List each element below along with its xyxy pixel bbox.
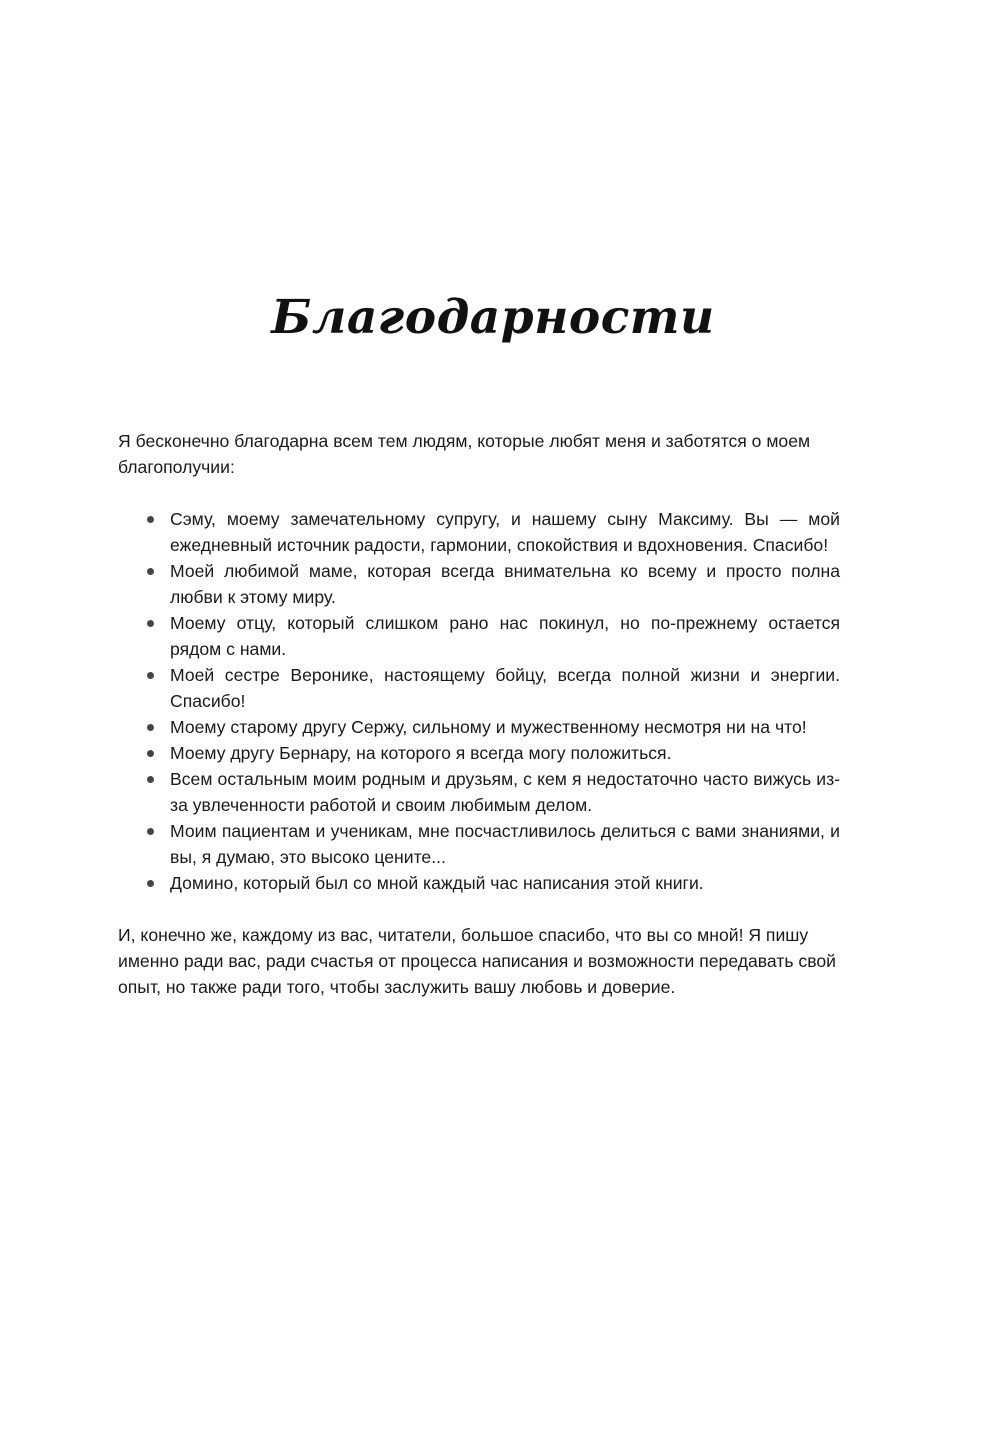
bullet-icon [147,828,154,835]
body-text [118,428,840,1000]
bullet-icon [147,568,154,575]
list-item-text: Моей сестре Веронике, настоящему бойцу, всегда полной жизни и энергии. Спасибо! [170,665,840,711]
list-item-text: Моей любимой маме, которая всегда внимательна ко всему и просто полна любви к этому миру. [170,561,840,607]
list-item-text: Моим пациентам и ученикам, мне посчастливилось делиться с вами знаниями, и вы, я думаю, это высоко цените... [170,821,840,867]
list-item [118,740,840,766]
list-item [118,662,840,714]
intro-paragraph: Я бесконечно благодарна всем тем людям, которые любят меня и заботятся о моем благополучии: [118,431,811,477]
bullet-icon [147,672,154,679]
list-item-text: Моему другу Бернару, на которого я всегда могу положиться. [170,743,672,763]
list-item [118,766,840,818]
list-item [118,506,840,558]
list-item [118,714,840,740]
bullet-icon [147,620,154,627]
bullet-icon [147,776,154,783]
list-item [118,610,840,662]
page-title: Благодарности [271,290,715,345]
bullet-icon [147,516,154,523]
list-item [118,870,840,896]
bullet-icon [147,750,154,757]
list-item-text: Сэму, моему замечательному супругу, и нашему сыну Максиму. Вы — мой ежедневный источник радости, гармонии, спокойствия и вдохновения. Спасибо! [170,509,840,555]
bullet-icon [147,724,154,731]
list-item [118,818,840,870]
list-item-text: Моему старому другу Сержу, сильному и мужественному несмотря ни на что! [170,717,807,737]
bullet-icon [147,880,154,887]
list-item-text: Домино, который был со мной каждый час написания этой книги. [170,873,704,893]
closing-paragraph: И, конечно же, каждому из вас, читатели, большое спасибо, что вы со мной! Я пишу именно ради вас, ради счастья от процесса написания и возможности передавать свой опыт, но также ради того, чтобы заслужить вашу любовь и доверие. [118,925,836,997]
list-item-text: Моему отцу, который слишком рано нас покинул, но по-прежнему остается рядом с нами. [170,613,840,659]
list-item [118,558,840,610]
acknowledgements-list [118,506,840,896]
list-item-text: Всем остальным моим родным и друзьям, с кем я недостаточно часто вижусь из-за увлеченности работой и своим любимым делом. [170,769,840,815]
